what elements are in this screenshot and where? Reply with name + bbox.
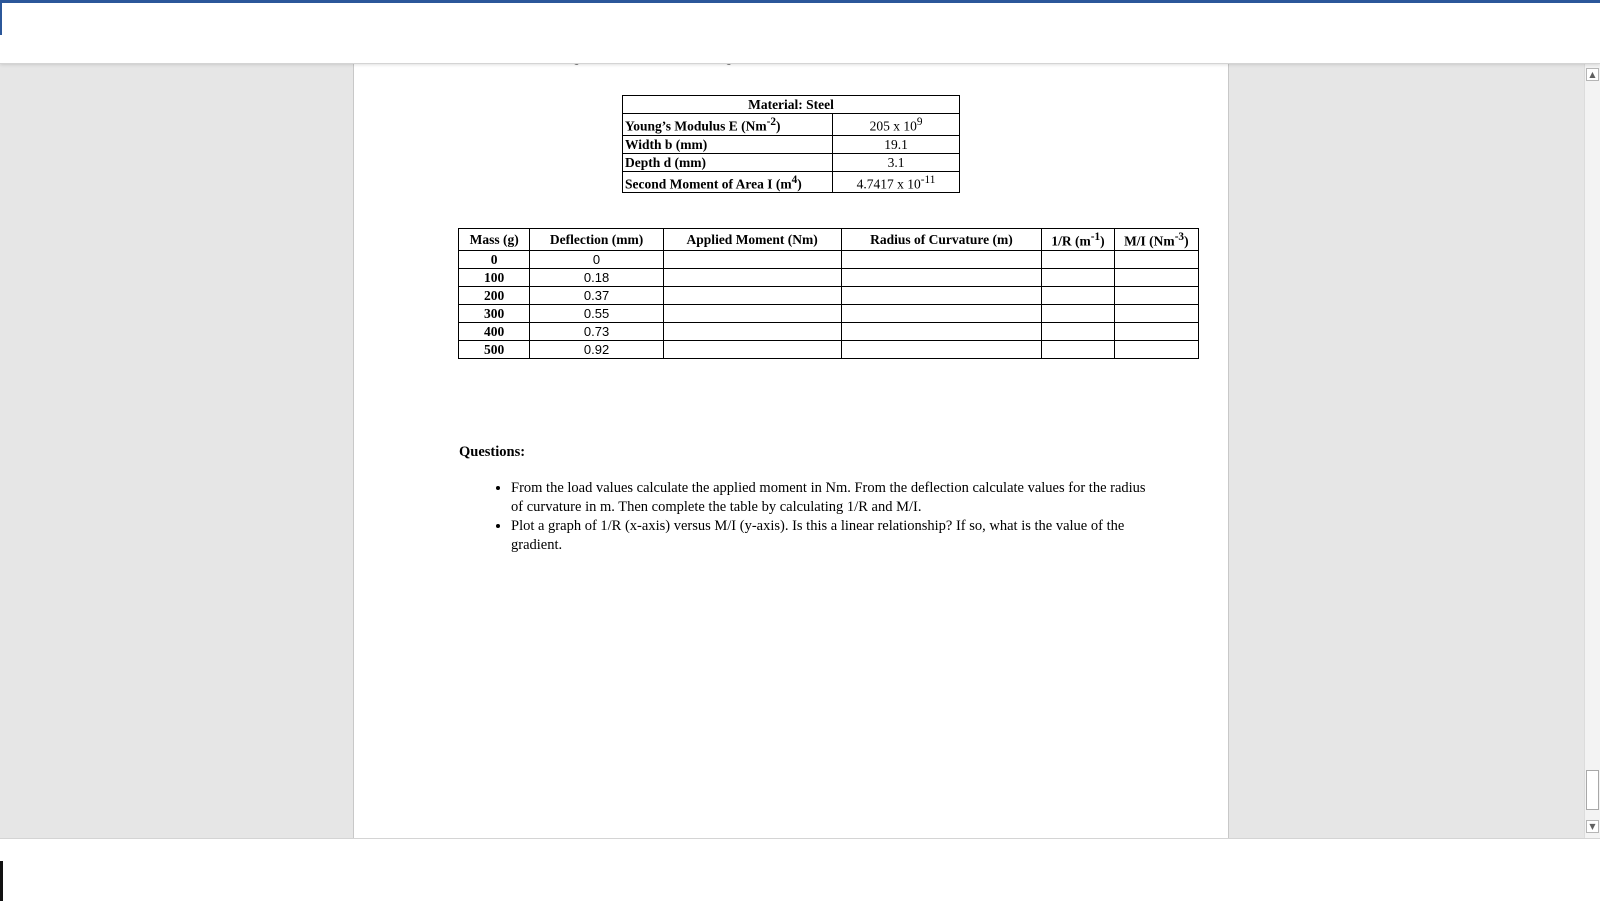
cell-mass: 200 <box>459 286 530 304</box>
material-value: 4.7417 x $10^{-11}$ <box>833 171 960 193</box>
cell-radius[interactable] <box>841 340 1042 358</box>
cell-deflection: 0.92 <box>530 340 664 358</box>
material-label: Second Moment of Area I $(m^4)$ <box>623 171 833 193</box>
scroll-down-arrow-icon[interactable]: ▼ <box>1586 820 1599 833</box>
cell-m-over-i[interactable] <box>1114 268 1198 286</box>
cell-deflection: 0 <box>530 250 664 268</box>
questions-list <box>459 479 1151 555</box>
top-bar-accent <box>0 3 2 35</box>
scroll-up-arrow-icon[interactable]: ▲ <box>1586 68 1599 81</box>
document-page[interactable] <box>353 54 1229 838</box>
cell-radius[interactable] <box>841 322 1042 340</box>
cell-inverse-radius[interactable] <box>1042 268 1114 286</box>
cell-applied-moment[interactable] <box>663 250 841 268</box>
cell-radius[interactable] <box>841 286 1042 304</box>
header-inverse-radius: 1/R $(m^{-1})$ <box>1042 229 1114 251</box>
cell-radius[interactable] <box>841 304 1042 322</box>
data-header-row <box>459 229 1199 251</box>
table-row <box>459 322 1199 340</box>
table-row <box>459 268 1199 286</box>
app-bottom-bar <box>0 838 1600 900</box>
cell-applied-moment[interactable] <box>663 286 841 304</box>
cell-mass: 0 <box>459 250 530 268</box>
cell-deflection: 0.37 <box>530 286 664 304</box>
cell-applied-moment[interactable] <box>663 304 841 322</box>
header-radius-of-curvature: Radius of Curvature (m) <box>841 229 1042 251</box>
cell-radius[interactable] <box>841 268 1042 286</box>
material-label: Depth d (mm) <box>623 153 833 171</box>
questions-heading: Questions: <box>459 444 526 460</box>
header-m-over-i: M/I $(Nm^{-3})$ <box>1114 229 1198 251</box>
document-workspace[interactable] <box>0 64 1584 838</box>
cell-mass: 400 <box>459 322 530 340</box>
cell-inverse-radius[interactable] <box>1042 322 1114 340</box>
cell-deflection: 0.55 <box>530 304 664 322</box>
cell-mass: 300 <box>459 304 530 322</box>
cell-m-over-i[interactable] <box>1114 286 1198 304</box>
material-row <box>623 114 960 136</box>
cell-deflection: 0.18 <box>530 268 664 286</box>
header-applied-moment: Applied Moment (Nm) <box>663 229 841 251</box>
cell-m-over-i[interactable] <box>1114 340 1198 358</box>
list-item: • From the load values calculate the applied moment in Nm. From the deflection calculate values for the radius of curvature in m. Then complete the table by calculating 1/R and M/I. <box>511 479 1151 517</box>
cell-inverse-radius[interactable] <box>1042 340 1114 358</box>
material-value: 19.1 <box>833 135 960 153</box>
table-row <box>459 304 1199 322</box>
cell-inverse-radius[interactable] <box>1042 286 1114 304</box>
app-top-bar <box>0 0 1600 64</box>
material-label: Width b (mm) <box>623 135 833 153</box>
vertical-scrollbar[interactable] <box>1584 64 1600 838</box>
cell-m-over-i[interactable] <box>1114 304 1198 322</box>
cell-applied-moment[interactable] <box>663 340 841 358</box>
cell-radius[interactable] <box>841 250 1042 268</box>
cell-inverse-radius[interactable] <box>1042 250 1114 268</box>
cell-mass: 500 <box>459 340 530 358</box>
material-value: 3.1 <box>833 153 960 171</box>
material-title: Material: Steel <box>623 96 960 114</box>
header-mass: Mass (g) <box>459 229 530 251</box>
cell-m-over-i[interactable] <box>1114 322 1198 340</box>
deflection-data-table <box>458 228 1199 359</box>
material-properties-table <box>622 95 960 193</box>
material-title-row <box>623 96 960 114</box>
list-item: • Plot a graph of 1/R (x-axis) versus M/I (y-axis). Is this a linear relationship? If so, what is the value of the gradient. <box>511 517 1151 555</box>
table-row <box>459 286 1199 304</box>
material-row <box>623 171 960 193</box>
material-row <box>623 135 960 153</box>
material-row <box>623 153 960 171</box>
cell-deflection: 0.73 <box>530 322 664 340</box>
cell-m-over-i[interactable] <box>1114 250 1198 268</box>
cell-mass: 100 <box>459 268 530 286</box>
scroll-thumb[interactable] <box>1586 770 1599 810</box>
cell-inverse-radius[interactable] <box>1042 304 1114 322</box>
bottom-bar-accent <box>0 861 3 901</box>
cell-applied-moment[interactable] <box>663 268 841 286</box>
material-value: 205 x $10^9$ <box>833 114 960 136</box>
header-deflection: Deflection (mm) <box>530 229 664 251</box>
table-row <box>459 340 1199 358</box>
table-row <box>459 250 1199 268</box>
cell-applied-moment[interactable] <box>663 322 841 340</box>
material-label: Young’s Modulus E $(Nm^{-2})$ <box>623 114 833 136</box>
